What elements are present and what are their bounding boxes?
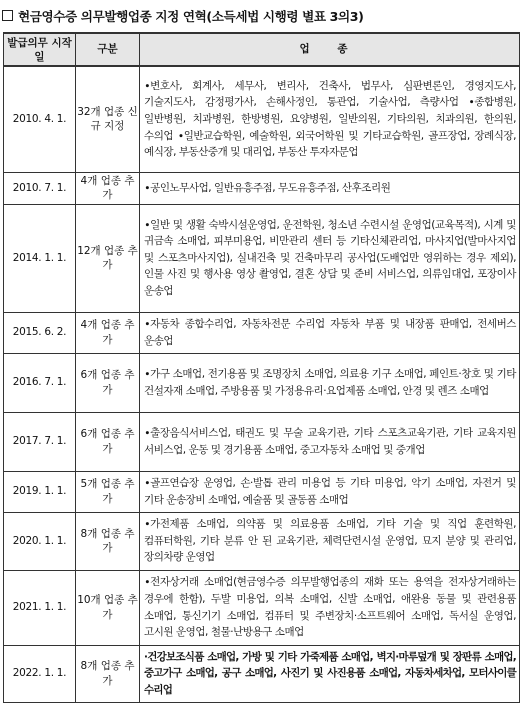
row-start-date: 2016. 7. 1. (4, 353, 76, 412)
table-row (4, 204, 520, 312)
row-start-date: 2014. 1. 1. (4, 204, 76, 312)
table-row (4, 512, 520, 570)
row-category: 4개 업종 추가 (76, 312, 140, 353)
row-industries: ∙전자상거래 소매업(현금영수증 의무발행업종의 재화 또는 용역을 전자상거래하는 경우에 한함), 두발 미용업, 의복 소매업, 신발 소매업, 애완용 동물 및 관련용품 소매업, 통신기기 소매업, 컴퓨터 및 주변장치·소프트웨어 소매업, 독서실 운영업, 고시원 운영업, 철물·난방용구 소매업 (140, 570, 520, 645)
table-row (4, 471, 520, 512)
row-category: 8개 업종 추가 (76, 512, 140, 570)
row-industries: ∙공인노무사업, 일반유흥주점, 무도유흥주점, 산후조리원 (140, 172, 520, 204)
row-category: 4개 업종 추가 (76, 172, 140, 204)
history-table (3, 32, 520, 703)
row-industries: ∙자동차 종합수리업, 자동차전문 수리업 자동차 부품 및 내장품 판매업, 전세버스 운송업 (140, 312, 520, 353)
row-category: 6개 업종 추가 (76, 353, 140, 412)
row-start-date: 2017. 7. 1. (4, 412, 76, 471)
table-header-row (4, 33, 520, 66)
row-industries: ∙가구 소매업, 전기용품 및 조명장치 소매업, 의료용 기구 소매업, 페인트·창호 및 기타 건설자재 소매업, 주방용품 및 가정용유리·요업제품 소매업, 안경 및 렌즈 소매업 (140, 353, 520, 412)
table-row (4, 353, 520, 412)
row-category: 32개 업종 신규 지정 (76, 66, 140, 172)
row-start-date: 2022. 1. 1. (4, 645, 76, 702)
header-category: 구분 (76, 33, 140, 66)
row-start-date: 2019. 1. 1. (4, 471, 76, 512)
row-industries: ∙변호사, 회계사, 세무사, 변리사, 건축사, 법무사, 심판변론인, 경영지도사, 기술지도사, 감정평가사, 손해사정인, 통관업, 기술사업, 측량사업 ∙종합병원, 일반병원, 치과병원, 한방병원, 요양병원, 일반의원, 기타의원, 치과의원, 한의원, 수의업 ∙일반교습학원, 예술학원, 외국어학원 및 기타교습학원, 골프장업, 장례식장, 예식장, 부동산중개 및 대리업, 부동산 투자자문업 (140, 66, 520, 172)
row-start-date: 2015. 6. 2. (4, 312, 76, 353)
row-industries: ∙골프연습장 운영업, 손·발톱 관리 미용업 등 기타 미용업, 악기 소매업, 자전거 및 기타 운송장비 소매업, 예술품 및 골동품 소매업 (140, 471, 520, 512)
row-industries: ∙건강보조식품 소매업, 가방 및 기타 가죽제품 소매업, 벽지·마루덮개 및 장판류 소매업, 중고가구 소매업, 공구 소매업, 사진기 및 사진용품 소매업, 자동차세차업, 모터사이클 수리업 (140, 645, 520, 702)
table-row (4, 645, 520, 702)
row-start-date: 2010. 4. 1. (4, 66, 76, 172)
row-start-date: 2010. 7. 1. (4, 172, 76, 204)
row-industries: ∙가전제품 소매업, 의약품 및 의료용품 소매업, 기타 기술 및 직업 훈련학원, 컴퓨터학원, 기타 분류 안 된 교육기관, 체력단련시설 운영업, 묘지 분양 및 관리업, 장의차량 운영업 (140, 512, 520, 570)
table-row (4, 412, 520, 471)
row-category: 6개 업종 추가 (76, 412, 140, 471)
table-row (4, 312, 520, 353)
row-category: 8개 업종 추가 (76, 645, 140, 702)
header-start-date: 발급의무 시작일 (4, 33, 76, 66)
row-start-date: 2020. 1. 1. (4, 512, 76, 570)
title-row (2, 4, 363, 26)
row-category: 5개 업종 추가 (76, 471, 140, 512)
row-category: 12개 업종 추가 (76, 204, 140, 312)
header-industry: 업 종 (140, 33, 520, 66)
row-industries: ∙일반 및 생활 숙박시설운영업, 운전학원, 청소년 수련시설 운영업(교육목적), 시계 및 귀금속 소매업, 피부미용업, 비만관리 센터 등 기타신체관리업, 마사지업(발마사지업 및 스포츠마사지업), 실내건축 및 건축마무리 공사업(도배업만 영위하는 경우 제외), 인물 사진 및 행사용 영상 촬영업, 결혼 상담 및 준비 서비스업, 의류임대업, 포장이사 운송업 (140, 204, 520, 312)
table-row (4, 66, 520, 172)
table-row (4, 570, 520, 645)
table-row (4, 172, 520, 204)
row-start-date: 2021. 1. 1. (4, 570, 76, 645)
row-industries: ∙출장음식서비스업, 태권도 및 무술 교육기관, 기타 스포츠교육기관, 기타 교육지원 서비스업, 운동 및 경기용품 소매업, 중고자동차 소매업 및 중개업 (140, 412, 520, 471)
document-title: 현금영수증 의무발행업종 지정 연혁(소득세법 시행령 별표 3의3) (18, 8, 364, 24)
row-category: 10개 업종 추가 (76, 570, 140, 645)
checkbox-square-icon (2, 10, 13, 21)
